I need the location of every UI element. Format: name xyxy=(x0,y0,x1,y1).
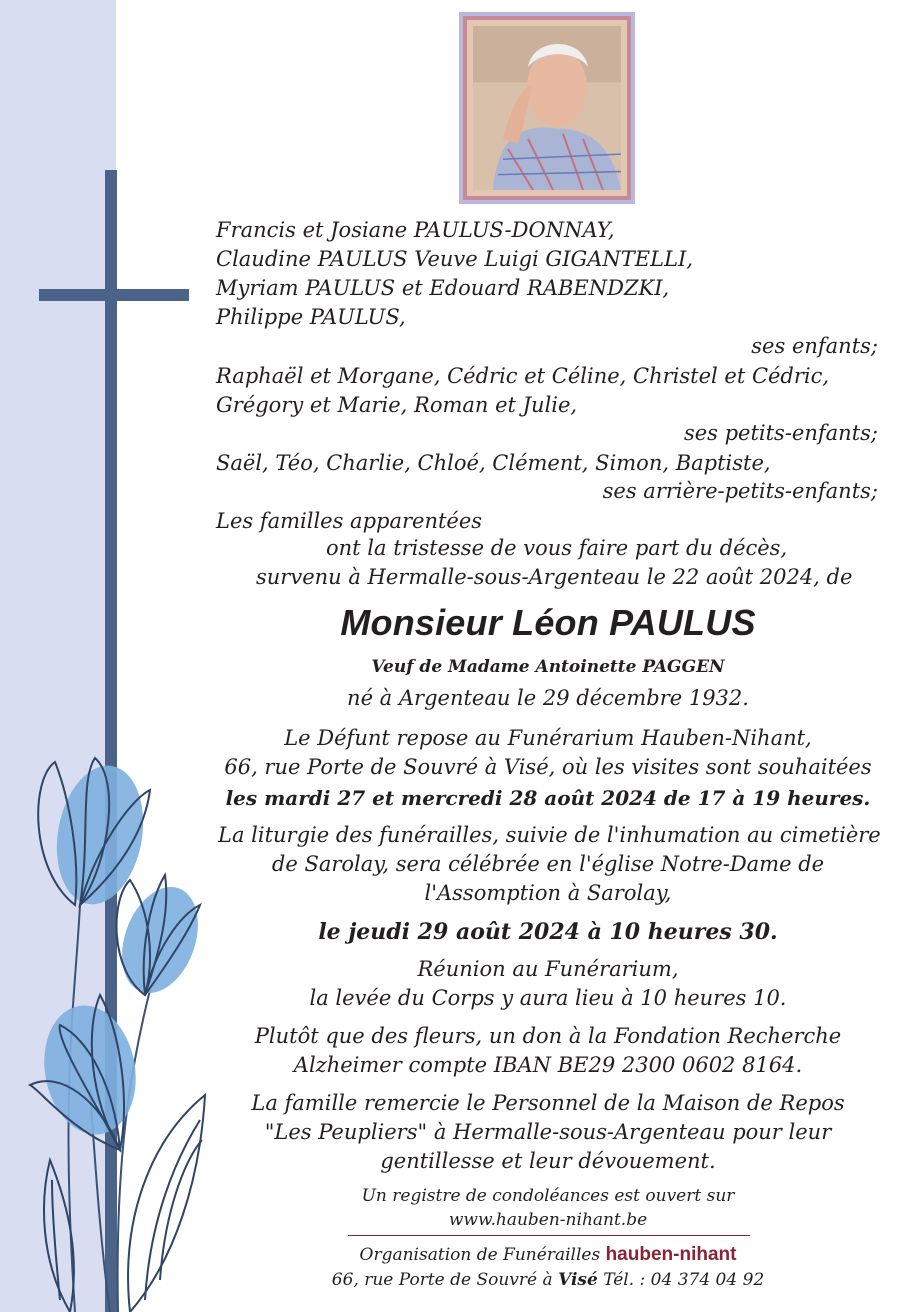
ceremony-line-2: de Sarolay, sera célébrée en l'église Notre-Dame de xyxy=(271,852,825,876)
widower-line: Veuf de Madame Antoinette PAGGEN xyxy=(371,657,725,677)
child-2: Claudine PAULUS Veuve Luigi GIGANTELLI, xyxy=(216,247,694,271)
donation-line-1: Plutôt que des fleurs, un don à la Fondation Recherche xyxy=(254,1024,842,1048)
visitation-line-1: Le Défunt repose au Funérarium Hauben-Nihant, xyxy=(284,726,812,750)
tulip-flowers-illustration xyxy=(0,740,230,1312)
thanks-line-3: gentillesse et leur dévouement. xyxy=(380,1149,716,1173)
ceremony-line-3: l'Assomption à Sarolay, xyxy=(424,881,672,905)
announcement-line-1: ont la tristesse de vous faire part du décès, xyxy=(326,536,788,560)
condolences-url[interactable]: www.hauben-nihant.be xyxy=(448,1210,648,1230)
footer-city: Visé xyxy=(558,1270,598,1290)
brand-logo-text: hauben-nihant xyxy=(605,1244,737,1265)
gathering-line-2: la levée du Corps y aura lieu à 10 heures 10. xyxy=(309,986,787,1010)
visitation-dates: les mardi 27 et mercredi 28 août 2024 de 17 à 19 heures. xyxy=(225,786,871,810)
child-1: Francis et Josiane PAULUS-DONNAY, xyxy=(216,218,615,242)
footer-divider xyxy=(348,1235,750,1236)
child-4: Philippe PAULUS, xyxy=(216,305,406,329)
relatives: Les familles apparentées xyxy=(216,509,483,533)
portrait-photo xyxy=(463,16,631,200)
great-grandchildren-label: ses arrière-petits-enfants; xyxy=(602,479,878,503)
child-3: Myriam PAULUS et Edouard RABENDZKI, xyxy=(216,276,670,300)
deceased-name: Monsieur Léon PAULUS xyxy=(340,602,756,643)
great-grandchildren: Saël, Téo, Charlie, Chloé, Clément, Simon, Baptiste, xyxy=(216,451,771,475)
thanks-line-2: "Les Peupliers" à Hermalle-sous-Argenteau pour leur xyxy=(264,1120,832,1144)
footer-org-label: Organisation de Funérailles xyxy=(359,1245,601,1265)
gathering-line-1: Réunion au Funérarium, xyxy=(417,957,679,981)
condolences-line: Un registre de condoléances est ouvert sur xyxy=(361,1186,735,1206)
footer-organisation xyxy=(218,1244,878,1266)
portrait-photo-frame xyxy=(459,12,635,204)
ceremony-line-1: La liturgie des funérailles, suivie de l'inhumation au cimetière xyxy=(218,823,881,847)
grandchildren-line-2: Grégory et Marie, Roman et Julie, xyxy=(216,393,578,417)
cross-horizontal-bar xyxy=(39,289,189,301)
birth-line: né à Argenteau le 29 décembre 1932. xyxy=(347,686,749,710)
announcement-line-2: survenu à Hermalle-sous-Argenteau le 22 août 2024, de xyxy=(256,565,853,589)
footer-phone: Tél. : 04 374 04 92 xyxy=(603,1270,765,1290)
grandchildren-line-1: Raphaël et Morgane, Cédric et Céline, Christel et Cédric, xyxy=(216,364,830,388)
donation-line-2: Alzheimer compte IBAN BE29 2300 0602 8164. xyxy=(293,1053,803,1077)
grandchildren-label: ses petits-enfants; xyxy=(683,421,878,445)
thanks-line-1: La famille remercie le Personnel de la Maison de Repos xyxy=(251,1091,845,1115)
ceremony-date: le jeudi 29 août 2024 à 10 heures 30. xyxy=(318,919,778,945)
visitation-line-2: 66, rue Porte de Souvré à Visé, où les visites sont souhaitées xyxy=(224,755,872,779)
children-label: ses enfants; xyxy=(751,334,878,358)
footer-address-line xyxy=(218,1270,878,1290)
footer-address: 66, rue Porte de Souvré à xyxy=(331,1270,553,1290)
